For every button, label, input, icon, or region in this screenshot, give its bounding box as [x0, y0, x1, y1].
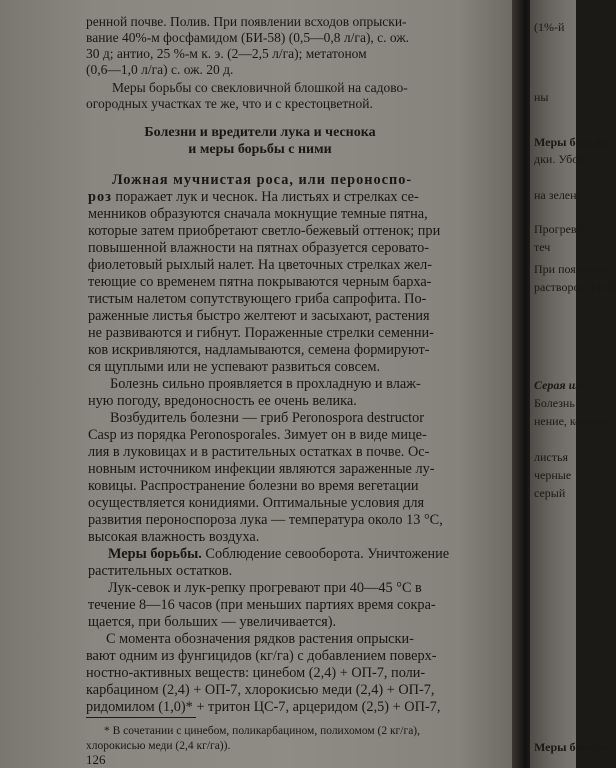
- section-heading: Болезни и вредители лука и чеснока: [144, 125, 376, 140]
- text-line: ностно-активных веществ: цинебом (2,4) + ОП-7, поли-: [86, 665, 426, 681]
- text-line: лия в луковицах и в растительных остатках в почве. Ос-: [88, 444, 430, 460]
- paragraph-text: Соблюдение севооборота. Уничтожение: [201, 546, 450, 562]
- text-fragment: Прогрева: [534, 222, 582, 236]
- text-line: осуществляется конидиями. Оптимальные условия для: [88, 495, 425, 511]
- text-line: высокая влажность воздуха.: [88, 529, 260, 545]
- text-fragment: теч: [534, 240, 551, 254]
- text-fragment: (1%-й: [534, 20, 565, 34]
- text-fragment: на зелень: [534, 188, 583, 202]
- text-line: не развиваются и гибнут. Пораженные стрелки семенни-: [88, 325, 434, 341]
- footnote-line: * В сочетании с цинебом, поликарбацином, полихомом (2 кг/га),: [104, 725, 420, 737]
- text-fragment: черные: [534, 468, 572, 482]
- disease-term: Ложная мучнистая роса, или пероноспо-: [112, 172, 413, 188]
- text-line: огородных участках те же, что и с крестоцветной.: [86, 96, 373, 111]
- text-line: новным источником инфекции являются зараженные лу-: [88, 461, 435, 477]
- footnote-line: хлорокисью меди (2,4 кг/га)).: [86, 740, 231, 752]
- text-line: ренной почве. Полив. При появлении всходов опрыски-: [86, 14, 407, 29]
- text-fragment: Меры борьбы: [534, 740, 610, 754]
- text-line: Меры борьбы со свекловичной блошкой на садово-: [112, 80, 408, 95]
- text-line: развития пероноспороза лука — температура около 13 °С,: [88, 512, 443, 528]
- text-fragment: листья: [534, 450, 568, 464]
- text-fragment: нение, которое: [534, 414, 610, 428]
- disease-term: роз: [88, 189, 112, 205]
- text-line: ся щуплыми или не успевают развиться совсем.: [88, 359, 381, 375]
- measures-label: Меры борьбы.: [108, 546, 202, 562]
- text-line: Casp из порядка Peronosporales. Зимует он в виде мице-: [88, 427, 427, 443]
- section-heading: и меры борьбы с ними: [188, 142, 332, 157]
- paragraph-first-line: [112, 172, 412, 188]
- text-fragment: Болезнь: [534, 396, 575, 410]
- text-line: повышенной влажности на пятнах образуется серовато-: [88, 240, 430, 256]
- text-line: фиолетовый рыхлый налет. На цветочных стрелках жел-: [88, 257, 432, 273]
- text-line: вание 40%-м фосфамидом (БИ-58) (0,5—0,8 л/га), с. ож.: [86, 30, 410, 45]
- text-line: Лук-севок и лук-репку прогревают при 40—45 °С в: [108, 580, 422, 596]
- text-line: ковицы. Распространение болезни во время вегетации: [88, 478, 419, 494]
- text-line: тистым налетом сопутствующего гриба сапрофита. По-: [88, 291, 427, 307]
- text-line: Болезнь сильно проявляется в прохладную и влаж-: [110, 376, 421, 392]
- text-line: которые затем приобретают светло-бежевый оттенок; при: [88, 223, 441, 239]
- text-line: раженные листья быстро желтеют и засыхают, растения: [88, 308, 430, 324]
- adjacent-page-edge: [530, 0, 616, 768]
- text-line: ков искривляются, надламываются, семена формируют-: [88, 342, 430, 358]
- text-line: С момента обозначения рядков растения опрыски-: [106, 631, 414, 647]
- text-line: ридомилом (1,0)* + тритон ЦС-7, арцеридом (2,5) + ОП-7,: [86, 699, 441, 715]
- text-line: вают одним из фунгицидов (кг/га) с добавлением поверх-: [86, 648, 437, 664]
- text-fragment: раствором 1%-й: [534, 280, 616, 294]
- text-line: Возбудитель болезни — гриб Peronospora destructor: [110, 410, 425, 426]
- footnote-rule: [86, 717, 196, 718]
- paragraph-line: [88, 189, 419, 205]
- text-fragment: При появлении: [534, 262, 612, 276]
- text-line: щается, при больших — увеличивается).: [88, 614, 337, 630]
- text-line: 30 д; антио, 25 %-м к. э. (2—2,5 л/га); метатоном: [86, 46, 367, 61]
- paragraph-text: поражает лук и чеснок. На листьях и стрелках се-: [111, 189, 419, 205]
- text-fragment: дки. Убор: [534, 152, 585, 166]
- text-line: (0,6—1,0 л/га) с. ож. 20 д.: [86, 62, 234, 77]
- text-fragment: Меры борьбы: [534, 135, 610, 149]
- text-fragment: ны: [534, 90, 549, 104]
- text-line: растительных остатков.: [88, 563, 233, 579]
- text-line: менников образуются сначала мокнущие темные пятна,: [88, 206, 428, 222]
- text-line: теющие со временем пятна покрываются черным барха-: [88, 274, 432, 290]
- text-fragment: Серая ше: [534, 378, 584, 392]
- text-line: течение 8—16 часов (при меньших партиях время сокра-: [88, 597, 436, 613]
- text-line: карбацином (2,4) + ОП-7, хлорокисью меди (2,4) + ОП-7,: [86, 682, 435, 698]
- text-line: ную погоду, вредоносность ее очень велика.: [88, 393, 357, 409]
- text-fragment: серый: [534, 486, 566, 500]
- paragraph-line: [108, 546, 449, 562]
- page-number: 126: [86, 752, 106, 767]
